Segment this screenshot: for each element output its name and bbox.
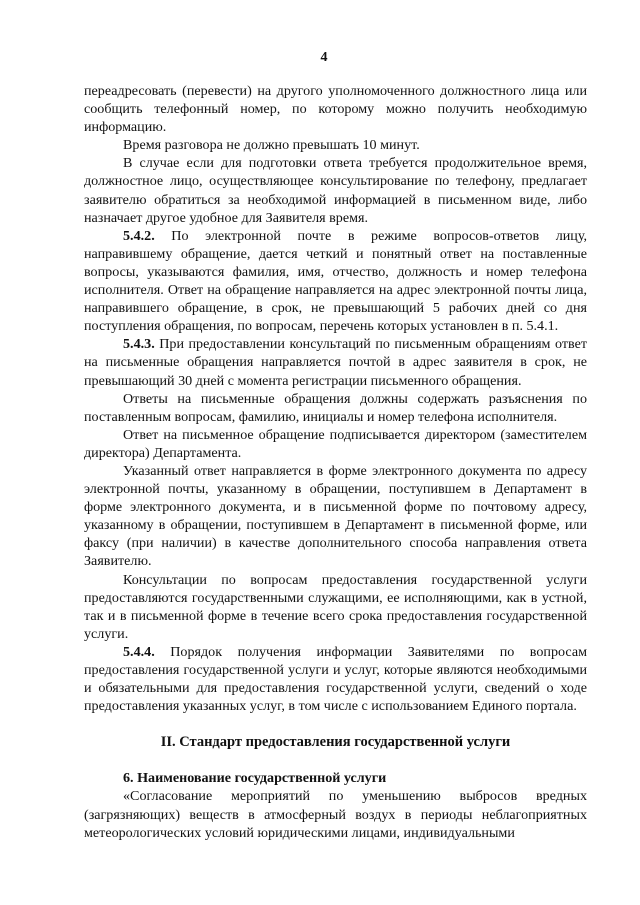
page-number: 4 (320, 50, 328, 65)
clause-text: Порядок получения информации Заявителями по вопросам предоставления государственной услуги и услуг, которые являются необходимыми и обязательными для предоставления государственной услуги, сведений о ходе предоставления указанных услуг, в том числе с использованием Единого портала. (84, 643, 587, 715)
paragraph-service-name: «Согласование мероприятий по уменьшению выбросов вредных (загрязняющих) веществ в атмосферный воздух в периоды неблагоприятных метеорологических условий юридическими лицами, индивидуальными (84, 788, 587, 841)
section-title: II. Стандарт предоставления государственной услуги (160, 734, 511, 751)
paragraph-consultations: Консультации по вопросам предоставления государственной услуги предоставляются государственными служащими, ее исполняющими, как в устной, так и в письменной форме в течение всего срока предоставления государственной услуги. (84, 571, 587, 642)
paragraph-long-preparation: В случае если для подготовки ответа требуется продолжительное время, должностное лицо, осуществляющее консультирование по телефону, предлагает заявителю обратиться за необходимой информацией в письменном виде, либо назначает другое удобное для Заявителя время. (84, 155, 587, 226)
paragraph-answer-signature: Ответ на письменное обращение подписывается директором (заместителем директора) Департамента. (84, 426, 587, 461)
clause-text: При предоставлении консультаций по письменным обращениям ответ на письменные обращения направляется почтой в адрес заявителя в срок, не превышающий 30 дней с момента регистрации письменного обращения. (84, 336, 587, 389)
document-page (84, 0, 587, 905)
document-body (84, 82, 587, 842)
paragraph-answer-content: Ответы на письменные обращения должны содержать разъяснения по поставленным вопросам, фамилию, инициалы и номер телефона исполнителя. (84, 390, 587, 425)
clause-number: 5.4.3. (123, 336, 155, 353)
paragraph-5-4-4 (84, 643, 587, 715)
clause-number: 5.4.4. (123, 643, 155, 660)
paragraph-answer-delivery: Указанный ответ направляется в форме электронного документа по адресу электронной почты, указанному в обращении, поступившем в Департамент в форме электронного документа, и в письменной форме по почтовому адресу, указанному в обращении, поступившем в Департамент в письменной форме, или факсу (при наличии) в качестве дополнительного способа направления ответа Заявителю. (84, 462, 587, 570)
paragraph-call-duration: Время разговора не должно превышать 10 минут. (123, 137, 420, 154)
paragraph-5-4-2 (84, 227, 587, 336)
subsection-title: 6. Наименование государственной услуги (123, 770, 387, 787)
clause-text: По электронной почте в режиме вопросов-ответов лицу, направившему обращение, дается четкий и понятный ответ на поставленные вопросы, указываются фамилия, имя, отчество, должность и номер телефона исполнителя. Ответ на обращение направляется на адрес электронной почты лица, направившего обращение, в срок, не превышающий 5 рабочих дней со дня поступления обращения, по вопросам, перечень которых установлен в п. 5.4.1. (84, 227, 587, 335)
paragraph-continuation: переадресовать (перевести) на другого уполномоченного должностного лица или сообщить телефонный номер, по которому можно получить необходимую информацию. (84, 83, 587, 136)
clause-number: 5.4.2. (123, 227, 155, 244)
paragraph-5-4-3 (84, 335, 587, 389)
